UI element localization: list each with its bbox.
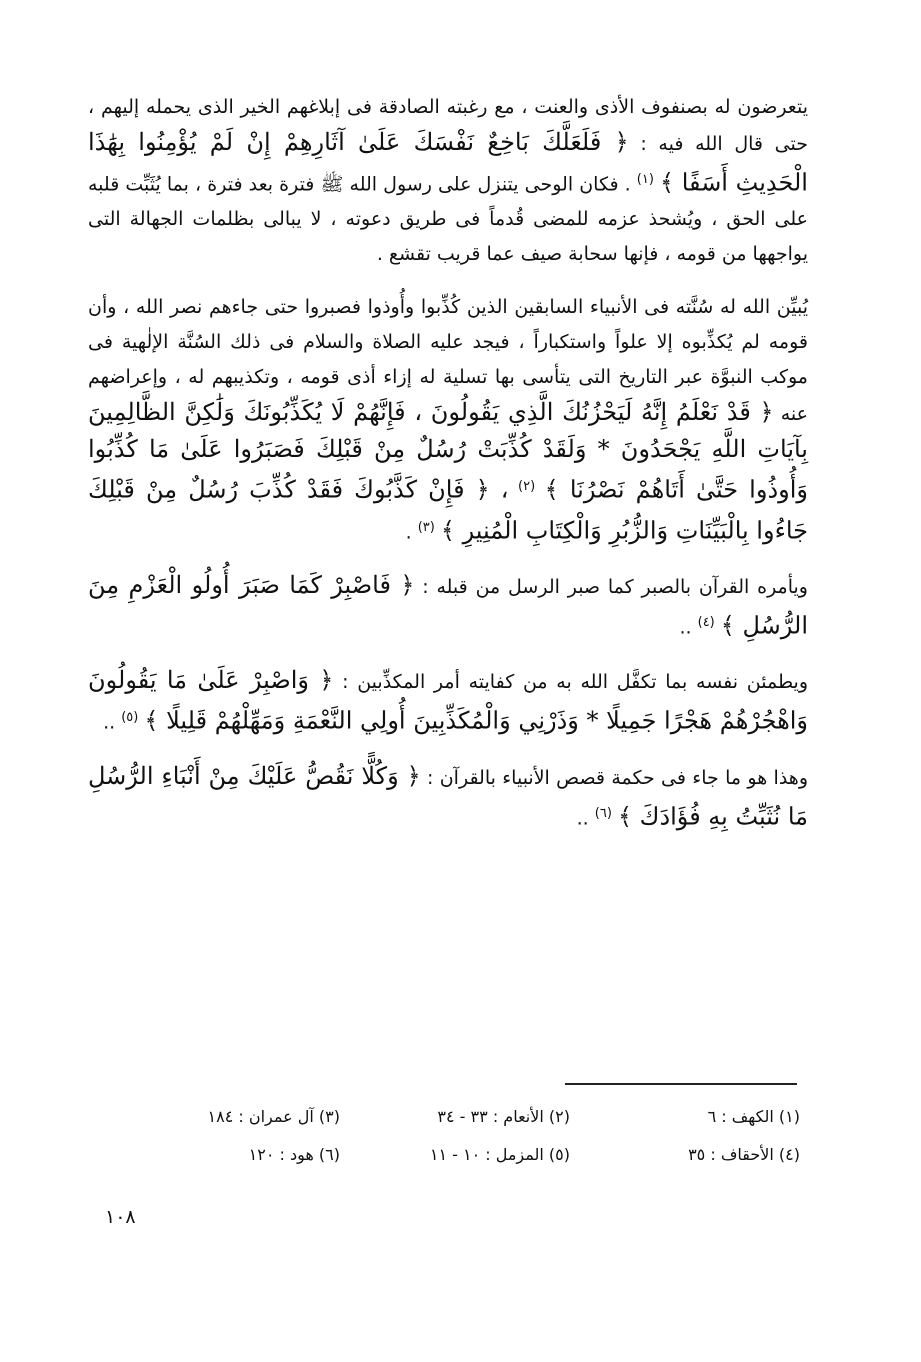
paragraph-1-lead: يتعرضون له بصنفوف الأذى والعنت ، مع رغبته الصادقة فى إبلاغهم الخير الذى يحمله إليهم ، حتى قال الله فيه : bbox=[88, 96, 808, 155]
paragraph-3-lead: ويأمره القرآن بالصبر كما صبر الرسل من قبله : bbox=[422, 575, 808, 598]
paragraph-5 bbox=[88, 759, 808, 836]
paragraph-1-tail: . فكان الوحى يتنزل على رسول الله ﷺ فترة بعد فترة ، بما يُثَبِّت قلبه على الحق ، ويُشحذ عزمه للمضى قُدماً فى طريق دعوته ، لا يبالى بظلمات الجهالة التى يواجهها من قومه ، فإنها سحابة صيف عما قريب تقشع . bbox=[88, 173, 808, 266]
paragraph-2-verse-2: ، ﴿ فَإِنْ كَذَّبُوكَ فَقَدْ كُذِّبَ رُسُلٌ مِنْ قَبْلِكَ جَاءُوا بِالْبَيِّنَاتِ وَالزُّبُرِ وَالْكِتَابِ الْمُنِيرِ ﴾ bbox=[88, 475, 808, 544]
footnote-row bbox=[110, 1136, 800, 1174]
paragraph-5-ref: (٦) bbox=[594, 805, 612, 821]
paragraph-2-verse: ﴿ قَدْ نَعْلَمُ إِنَّهُ لَيَحْزُنُكَ الَّذِي يَقُولُونَ ، فَإِنَّهُمْ لَا يُكَذِّبُونَكَ وَلَٰكِنَّ الظَّالِمِينَ بِآيَاتِ اللَّهِ يَجْحَدُونَ * وَلَقَدْ كُذِّبَتْ رُسُلٌ مِنْ قَبْلِكَ فَصَبَرُوا عَلَىٰ مَا كُذِّبُوا وَأُوذُوا حَتَّىٰ أَتَاهُمْ نَصْرُنَا ﴾ bbox=[88, 398, 808, 504]
paragraph-2-ref-2: (٣) bbox=[417, 519, 435, 535]
paragraph-4-tail: .. bbox=[103, 711, 116, 734]
paragraph-5-lead: وهذا هو ما جاء فى حكمة قصص الأنبياء بالقرآن : bbox=[427, 766, 808, 789]
footnote-6: (٦) هود : ١٢٠ bbox=[248, 1145, 340, 1164]
footnote-2: (٢) الأنعام : ٣٣ - ٣٤ bbox=[437, 1107, 570, 1126]
footnote-5: (٥) المزمل : ١٠ - ١١ bbox=[429, 1145, 570, 1164]
paragraph-1-ref: (١) bbox=[636, 172, 654, 187]
paragraph-2 bbox=[88, 290, 808, 550]
paragraph-3 bbox=[88, 568, 808, 645]
paragraph-2-lead: يُبيِّن الله له سُنَّته فى الأنبياء السابقين الذين كُذِّبوا وأُوذوا فصبروا حتى جاءهم نصر الله ، وأن قومه لم يُكذِّبوه إلا علواً واستكباراً ، فيجد عليه الصلاة والسلام فى ذلك السُنَّة الإلٰهية فى موكب النبوَّة عبر التاريخ التى يتأسى بها تسلية له إزاء أذى قومه ، وتكذيبهم له ، وإعراضهم عنه bbox=[88, 296, 808, 426]
page-body bbox=[88, 90, 808, 854]
paragraph-1 bbox=[88, 90, 808, 272]
paragraph-4-verse: ﴿ وَاصْبِرْ عَلَىٰ مَا يَقُولُونَ وَاهْجُرْهُمْ هَجْرًا جَمِيلًا * وَذَرْنِي وَالْمُكَذِّبِينَ أُولِي النَّعْمَةِ وَمَهِّلْهُمْ قَلِيلًا ﴾ bbox=[88, 666, 808, 735]
paragraph-5-tail: .. bbox=[576, 806, 589, 829]
footnotes bbox=[110, 1098, 800, 1174]
paragraph-4-lead: ويطمئن نفسه بما تكفَّل الله به من كفايته أمر المكذِّبين : bbox=[342, 671, 808, 694]
paragraph-3-tail: .. bbox=[679, 616, 692, 639]
paragraph-2-ref: (٢) bbox=[518, 479, 536, 495]
footnote-1: (١) الكهف : ٦ bbox=[707, 1107, 800, 1126]
footnote-3: (٣) آل عمران : ١٨٤ bbox=[207, 1107, 340, 1126]
paragraph-1-verse: ﴿ فَلَعَلَّكَ بَاخِعٌ نَفْسَكَ عَلَىٰ آثَارِهِمْ إِنْ لَمْ يُؤْمِنُوا بِهَٰذَا الْحَدِيثِ أَسَفًا ﴾ bbox=[88, 128, 808, 197]
page-number: ١٠٨ bbox=[105, 1206, 136, 1228]
footnote-divider bbox=[565, 1083, 797, 1085]
paragraph-4-ref: (٥) bbox=[121, 710, 139, 726]
paragraph-3-ref: (٤) bbox=[697, 614, 715, 630]
paragraph-4 bbox=[88, 663, 808, 740]
footnote-4: (٤) الأحقاف : ٣٥ bbox=[688, 1145, 800, 1164]
paragraph-5-verse: ﴿ وَكُلًّا نَقُصُّ عَلَيْكَ مِنْ أَنْبَاءِ الرُّسُلِ مَا نُثَبِّتُ بِهِ فُؤَادَكَ ﴾ bbox=[88, 761, 808, 830]
paragraph-3-verse: ﴿ فَاصْبِرْ كَمَا صَبَرَ أُولُو الْعَزْمِ مِنَ الرُّسُلِ ﴾ bbox=[88, 570, 808, 640]
paragraph-2-tail: . bbox=[405, 520, 412, 543]
footnote-row bbox=[110, 1098, 800, 1136]
